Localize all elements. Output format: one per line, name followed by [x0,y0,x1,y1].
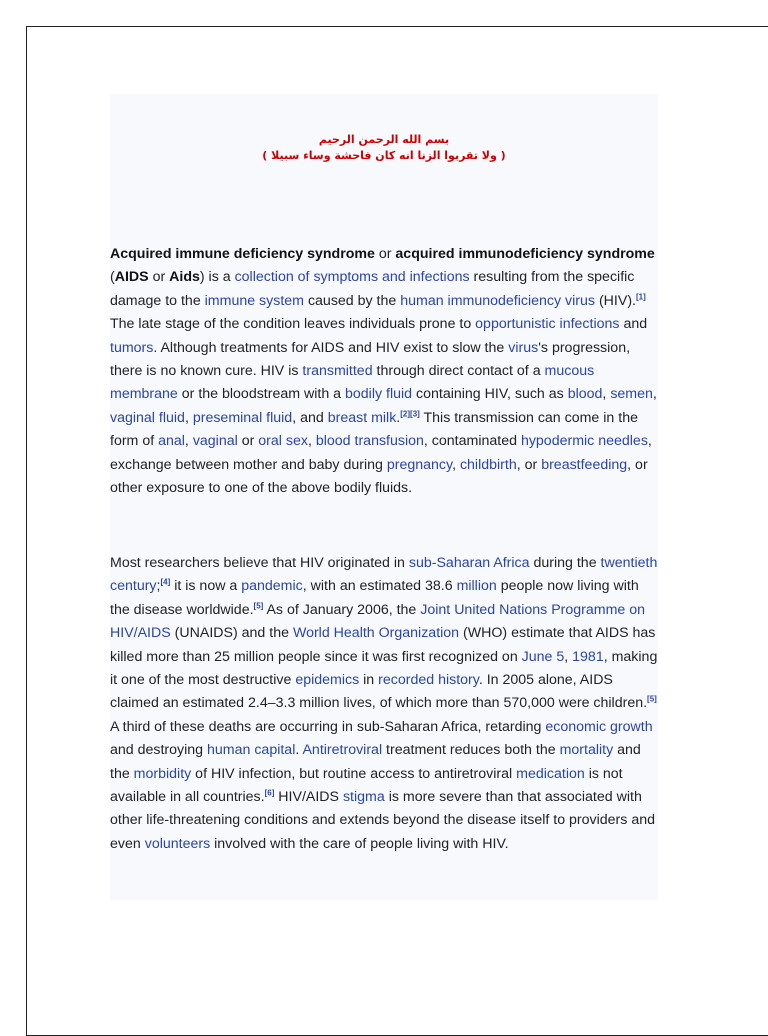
text: The late stage of the condition leaves individuals prone to [110,316,476,333]
text: 's progression, there is no known cure. HIV is [110,339,631,380]
link-preseminal-fluid[interactable]: preseminal fluid [192,409,293,426]
link-stigma[interactable]: stigma [342,789,385,806]
text: , [184,433,193,450]
text: ) is a [199,269,235,286]
text: it is now a [170,578,242,595]
link-mucous-membrane[interactable]: mucous membrane [110,363,595,403]
link-june-5[interactable]: June 5 [521,648,565,665]
text: , [184,409,193,426]
text: , [564,648,573,665]
link-anal[interactable]: anal [158,433,185,450]
text: , or other exposure to one of the above bodily fluids. [110,456,648,497]
link-blood[interactable]: blood [567,386,603,403]
term-bold: Acquired immune deficiency syndrome [110,246,375,262]
reference-link[interactable]: [2][3] [400,409,420,419]
text: (UNAIDS) and the [170,625,293,642]
text: Most researchers believe that HIV originated in [110,555,409,571]
text: , [602,386,611,403]
link-morbidity[interactable]: morbidity [133,765,192,782]
arabic-header-line-1: بسم الله الرحمن الرحيم [318,133,450,146]
text: (WHO) estimate that AIDS has killed more than 25 million people since it was first recognized on [110,625,656,665]
link-antiretroviral[interactable]: Antiretroviral [302,742,383,759]
text: treatment reduces both the [382,742,560,759]
text: HIV/AIDS [274,789,343,806]
link-mortality[interactable]: mortality [559,742,614,759]
link-vaginal[interactable]: vaginal [192,433,238,450]
text: containing HIV, such as [412,386,568,403]
text: A third of these deaths are occurring in sub-Saharan Africa, retarding [110,718,546,735]
term-bold: acquired immunodeficiency syndrome [395,246,655,262]
link-opportunistic-infections[interactable]: opportunistic infections [475,316,620,333]
text: and the [110,742,641,782]
term-bold: AIDS [114,269,149,286]
paragraph-1 [110,243,658,500]
link-sub-saharan-africa[interactable]: sub-Saharan Africa [408,555,530,571]
link-human-capital[interactable]: human capital [207,742,296,759]
link-blood-transfusion[interactable]: blood transfusion [315,433,424,450]
reference-link[interactable]: [4] [160,577,171,587]
text: . In 2005 alone, AIDS claimed an estimated 2.4–3.3 million lives, of which more than 570,000 were children. [110,672,648,712]
text: resulting from the specific damage to the [110,269,635,309]
link-who[interactable]: World Health Organization [292,625,460,642]
text: , with an estimated 38.6 [302,578,457,595]
text: , or [516,456,542,473]
text: , making it one of the most destructive [110,648,658,689]
link-transmitted[interactable]: transmitted [302,363,373,380]
link-tumors[interactable]: tumors [110,339,154,356]
text: people now living with the disease worldwide. [110,578,639,618]
link-volunteers[interactable]: volunteers [144,835,211,852]
text: is not available in all countries. [110,765,623,806]
link-pandemic[interactable]: pandemic [241,578,303,595]
text: or [148,269,170,286]
text: and destroying [110,742,208,759]
text: during the [529,555,601,571]
article-content [110,94,658,900]
text: , contaminated [423,433,521,450]
reference-link[interactable]: [5] [253,601,264,611]
link-collection-of-symptoms[interactable]: collection of symptoms and infections [234,269,470,286]
link-hypodermic-needles[interactable]: hypodermic needles [520,433,648,450]
text: or [237,433,259,450]
text: , [452,456,460,473]
arabic-header-line-2: ( ولا تقربوا الزنا انه كان فاحشة وساء سبيلا ) [262,149,506,162]
link-million[interactable]: million [456,578,497,595]
link-epidemics[interactable]: epidemics [295,672,360,689]
text: This transmission can come in the form of [110,409,638,450]
reference-link[interactable]: [5] [647,694,657,704]
link-virus[interactable]: virus [508,339,539,356]
text: caused by the [304,292,401,309]
text: is more severe than that associated with other life-threatening conditions and extends beyond the disease itself to providers and even [110,789,655,852]
text: of HIV infection, but routine access to antiretroviral [191,765,517,782]
link-unaids[interactable]: Joint United Nations Programme on HIV/AIDS [110,601,646,642]
text: in [359,672,379,689]
text: , [307,433,316,450]
link-recorded-history[interactable]: recorded history [378,672,479,689]
reference-link[interactable]: [1] [636,292,646,302]
text: ; [156,578,161,595]
reference-link[interactable]: [6] [264,788,275,798]
link-vaginal-fluid[interactable]: vaginal fluid [110,409,185,426]
link-twentieth-century[interactable]: twentieth century [110,555,658,595]
text: As of January 2006, the [263,601,421,618]
link-pregnancy[interactable]: pregnancy [386,456,453,473]
link-economic-growth[interactable]: economic growth [545,718,653,735]
text: ( [110,269,115,286]
text: through direct contact of a [372,363,545,380]
text: . [396,409,401,426]
link-breastfeeding[interactable]: breastfeeding [541,456,628,473]
text: , and [292,409,328,426]
link-bodily-fluid[interactable]: bodily fluid [345,386,413,403]
paragraph-2 [110,552,658,856]
link-oral-sex[interactable]: oral sex [258,433,308,450]
link-medication[interactable]: medication [516,765,585,782]
link-breast-milk[interactable]: breast milk [327,409,397,426]
link-hiv[interactable]: human immunodeficiency virus [400,292,596,309]
term-bold: Aids [169,269,200,286]
link-1981[interactable]: 1981 [572,648,604,665]
text: or the bloodstream with a [177,386,346,403]
text: (HIV). [595,292,636,309]
link-childbirth[interactable]: childbirth [459,456,517,473]
arabic-header [110,132,658,164]
text: , exchange between mother and baby during [110,433,652,473]
text: involved with the care of people living with HIV. [210,835,509,852]
text: . [295,742,303,759]
text: . Although treatments for AIDS and HIV exist to slow the [153,339,509,356]
link-semen[interactable]: semen [610,386,653,403]
link-immune-system[interactable]: immune system [204,292,304,309]
text: , [652,386,657,403]
text: and [619,316,648,333]
text: or [374,246,396,262]
